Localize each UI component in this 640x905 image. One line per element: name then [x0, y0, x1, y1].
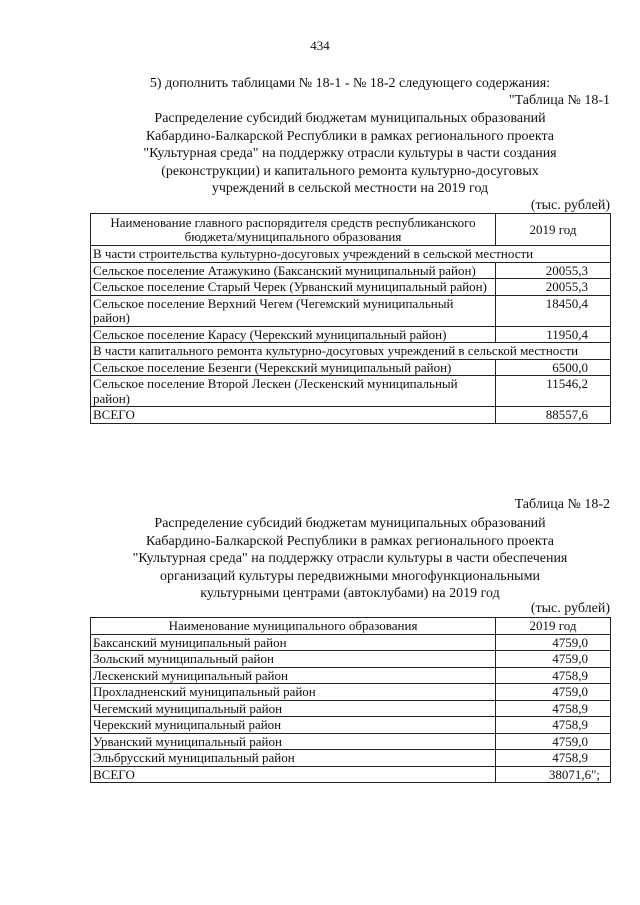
value-cell: 20055,3 — [496, 279, 611, 296]
page-number: 434 — [310, 38, 330, 53]
value-cell: 4759,0 — [496, 634, 611, 651]
table2-unit: (тыс. рублей) — [530, 601, 610, 616]
section-cell: В части капитального ремонта культурно-досуговых учреждений в сельской местности — [91, 343, 611, 360]
name-cell: Сельское поселение Старый Черек (Урванский муниципальный район) — [91, 279, 496, 296]
table-header-row — [91, 214, 611, 246]
header-name-cell: Наименование муниципального образования — [91, 618, 496, 635]
name-cell: Сельское поселение Верхний Чегем (Чегемский муниципальный район) — [91, 295, 496, 326]
value-cell: 4758,9 — [496, 717, 611, 734]
value-cell: 6500,0 — [496, 359, 611, 376]
header-year-cell: 2019 год — [496, 618, 611, 635]
table-row — [91, 667, 611, 684]
section-cell: В части строительства культурно-досуговых учреждений в сельской местности — [91, 246, 611, 263]
table-row — [91, 717, 611, 734]
table2-title-line: Распределение субсидий бюджетам муниципальных образований — [154, 516, 546, 531]
name-cell: Черекский муниципальный район — [91, 717, 496, 734]
table2-title — [90, 515, 610, 603]
table1-unit: (тыс. рублей) — [530, 198, 610, 213]
table-row — [91, 651, 611, 668]
table1-title-line: учреждений в сельской местности на 2019 год — [211, 181, 489, 196]
total-label-cell: ВСЕГО — [91, 407, 496, 424]
name-cell: Сельское поселение Карасу (Черекский муниципальный район) — [91, 326, 496, 343]
table1-title — [90, 110, 610, 198]
table-row — [91, 684, 611, 701]
table2-title-line: организаций культуры передвижными многофункциональными — [160, 568, 540, 584]
name-cell: Эльбрусский муниципальный район — [91, 750, 496, 767]
table-row — [91, 733, 611, 750]
name-cell: Зольский муниципальный район — [91, 651, 496, 668]
name-cell: Сельское поселение Второй Лескен (Лескенский муниципальный район) — [91, 376, 496, 407]
table-row — [91, 326, 611, 343]
table1-title-line: (реконструкции) и капитального ремонта культурно-досуговых — [161, 163, 539, 179]
table-row — [91, 376, 611, 407]
table1 — [90, 213, 611, 424]
table1-title-line: Распределение субсидий бюджетам муниципальных образований — [154, 111, 546, 126]
name-cell: Лескенский муниципальный район — [91, 667, 496, 684]
intro-text: 5) дополнить таблицами № 18-1 - № 18-2 следующего содержания: — [149, 76, 551, 91]
table2-title-line: Кабардино-Балкарской Республики в рамках регионального проекта — [145, 533, 554, 549]
total-value-cell: 88557,6 — [496, 407, 611, 424]
table-header-row — [91, 618, 611, 635]
table2 — [90, 617, 611, 783]
value-cell: 4759,0 — [496, 651, 611, 668]
table1-title-line: Кабардино-Балкарской Республики в рамках регионального проекта — [145, 128, 554, 144]
total-label-cell: ВСЕГО — [91, 766, 496, 783]
name-cell: Чегемский муниципальный район — [91, 700, 496, 717]
table-row — [91, 750, 611, 767]
value-cell: 20055,3 — [496, 262, 611, 279]
table-row — [91, 295, 611, 326]
name-cell: Сельское поселение Безенги (Черекский муниципальный район) — [91, 359, 496, 376]
table1-title-line: "Культурная среда" на поддержку отрасли культуры в части создания — [143, 146, 557, 161]
name-cell: Урванский муниципальный район — [91, 733, 496, 750]
name-cell: Сельское поселение Атажукино (Баксанский муниципальный район) — [91, 262, 496, 279]
table-row — [91, 279, 611, 296]
total-value-cell: 38071,6"; — [496, 766, 611, 783]
table-row — [91, 359, 611, 376]
value-cell: 18450,4 — [496, 295, 611, 326]
table2-title-line: "Культурная среда" на поддержку отрасли культуры в части обеспечения — [132, 551, 568, 566]
table-row — [91, 634, 611, 651]
value-cell: 4759,0 — [496, 733, 611, 750]
value-cell: 4758,9 — [496, 700, 611, 717]
table-row — [91, 700, 611, 717]
value-cell: 4759,0 — [496, 684, 611, 701]
table-row — [91, 262, 611, 279]
value-cell: 4758,9 — [496, 667, 611, 684]
total-row — [91, 766, 611, 783]
table1-label: "Таблица № 18-1 — [508, 93, 610, 108]
header-name-cell: Наименование главного распорядителя средств республиканского бюджета/муниципального образования — [91, 214, 496, 246]
section-row — [91, 246, 611, 263]
value-cell: 4758,9 — [496, 750, 611, 767]
name-cell: Прохладненский муниципальный район — [91, 684, 496, 701]
name-cell: Баксанский муниципальный район — [91, 634, 496, 651]
table2-label: Таблица № 18-2 — [514, 497, 610, 512]
section-row — [91, 343, 611, 360]
table2-title-line: культурными центрами (автоклубами) на 2019 год — [200, 586, 500, 601]
header-year-cell: 2019 год — [496, 214, 611, 246]
value-cell: 11546,2 — [496, 376, 611, 407]
value-cell: 11950,4 — [496, 326, 611, 343]
total-row — [91, 407, 611, 424]
